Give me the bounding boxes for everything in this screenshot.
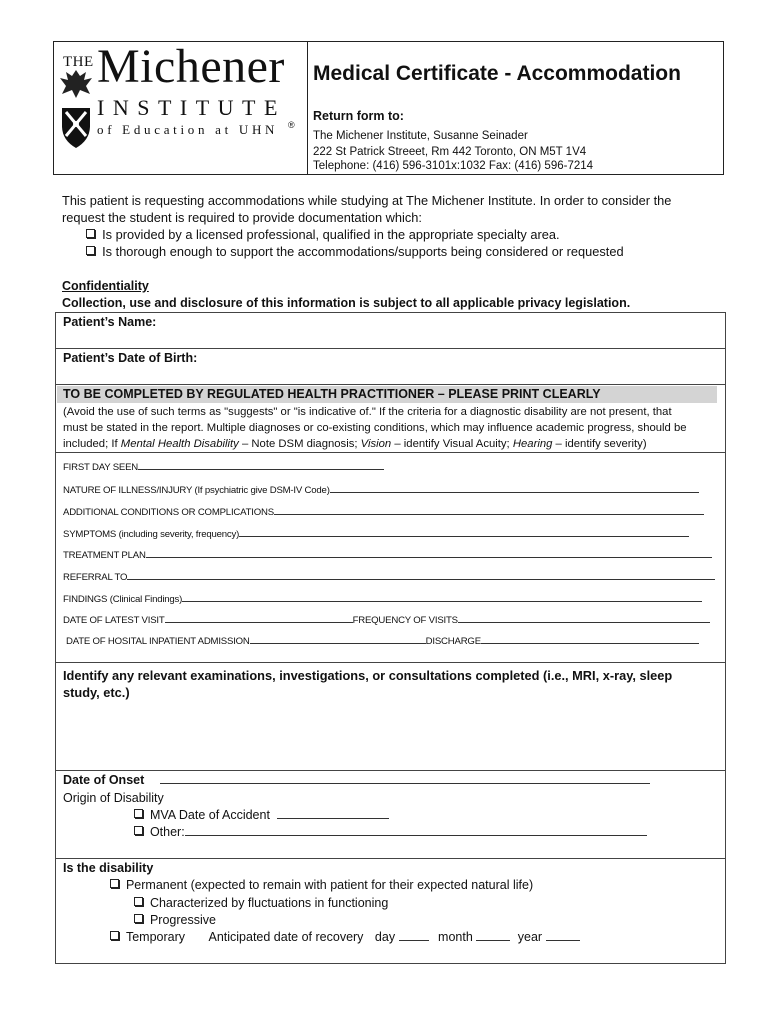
crest-icon bbox=[56, 68, 96, 150]
first-day-seen-field[interactable]: FIRST DAY SEEN bbox=[63, 460, 384, 473]
practitioner-note: (Avoid the use of such terms as "suggests" or "is indicative of." If the criteria for a diagnostic disability are not present, that must be stated in the report. Multiple diagnoses or co-existing conditions, which may influence academic progress, should be included; If Mental Health Disability – Note DSM diagnosis; Vision – identify Visual Acuity; Hearing – identify severity) bbox=[63, 406, 687, 450]
divider bbox=[55, 348, 726, 349]
intro-bullet: Is provided by a licensed professional, qualified in the appropriate specialty area. bbox=[86, 227, 560, 242]
form-title: Medical Certificate - Accommodation bbox=[313, 62, 681, 85]
confidentiality-heading: Confidentiality bbox=[62, 279, 149, 293]
logo-institute: INSTITUTE bbox=[97, 95, 286, 120]
progressive-option[interactable]: Progressive bbox=[134, 913, 216, 927]
checkbox-icon[interactable] bbox=[134, 897, 143, 906]
intro-bullet: Is thorough enough to support the accommodations/supports being considered or requested bbox=[86, 244, 624, 259]
divider bbox=[55, 858, 726, 859]
divider bbox=[55, 662, 726, 663]
admission-field[interactable]: DATE OF HOSITAL INPATIENT ADMISSION DISCHARGE bbox=[66, 634, 699, 647]
mva-option[interactable]: MVA Date of Accident bbox=[134, 808, 389, 822]
checkbox-icon bbox=[86, 229, 95, 238]
checkbox-icon bbox=[86, 246, 95, 255]
date-of-onset-field[interactable] bbox=[160, 774, 650, 784]
temporary-option[interactable]: Temporary Anticipated date of recovery day month year bbox=[110, 930, 580, 944]
logo-the: THE bbox=[63, 54, 94, 70]
other-option[interactable]: Other: bbox=[134, 825, 647, 839]
checkbox-icon[interactable] bbox=[134, 826, 143, 835]
origin-label: Origin of Disability bbox=[63, 791, 164, 805]
patient-name-label: Patient’s Name: bbox=[63, 315, 157, 329]
nature-of-illness-field[interactable]: NATURE OF ILLNESS/INJURY (If psychiatric give DSM-IV Code) bbox=[63, 483, 699, 496]
exams-field[interactable] bbox=[63, 705, 713, 765]
practitioner-heading: TO BE COMPLETED BY REGULATED HEALTH PRACTITIONER – PLEASE PRINT CLEARLY bbox=[63, 387, 601, 401]
fluctuations-option[interactable]: Characterized by fluctuations in functioning bbox=[134, 896, 388, 910]
checkbox-icon[interactable] bbox=[134, 914, 143, 923]
logo-subtitle: of Education at UHN bbox=[97, 122, 279, 137]
latest-visit-field[interactable]: DATE OF LATEST VISIT FREQUENCY OF VISITS bbox=[63, 613, 710, 626]
intro-line: request the student is required to provide documentation which: bbox=[62, 210, 422, 225]
treatment-plan-field[interactable]: TREATMENT PLAN bbox=[63, 548, 712, 561]
additional-conditions-field[interactable]: ADDITIONAL CONDITIONS OR COMPLICATIONS bbox=[63, 505, 704, 518]
confidentiality-text: Collection, use and disclosure of this information is subject to all applicable privacy legislation. bbox=[62, 296, 631, 310]
date-of-onset-label: Date of Onset bbox=[63, 773, 145, 787]
logo-registered: ® bbox=[288, 120, 295, 130]
logo-name: Michener bbox=[97, 40, 285, 93]
address-line: Telephone: (416) 596-3101x:1032 Fax: (416) 596-7214 bbox=[313, 160, 594, 172]
findings-field[interactable]: FINDINGS (Clinical Findings) bbox=[63, 592, 702, 605]
referral-field[interactable]: REFERRAL TO bbox=[63, 570, 715, 583]
return-label: Return form to: bbox=[313, 109, 404, 123]
patient-name-field[interactable] bbox=[200, 316, 710, 344]
patient-dob-field[interactable] bbox=[230, 352, 710, 380]
divider bbox=[55, 452, 726, 453]
divider bbox=[55, 384, 726, 385]
checkbox-icon[interactable] bbox=[110, 931, 119, 940]
intro-line: This patient is requesting accommodations while studying at The Michener Institute. In order to consider the bbox=[62, 193, 672, 208]
header-divider bbox=[307, 41, 308, 175]
exams-line: study, etc.) bbox=[63, 685, 130, 700]
address-line: 222 St Patrick Streeet, Rm 442 Toronto, ON M5T 1V4 bbox=[313, 146, 587, 158]
patient-dob-label: Patient’s Date of Birth: bbox=[63, 351, 198, 365]
disability-label: Is the disability bbox=[63, 861, 154, 875]
symptoms-field[interactable]: SYMPTOMS (including severity, frequency) bbox=[63, 527, 689, 540]
checkbox-icon[interactable] bbox=[134, 809, 143, 818]
exams-line: Identify any relevant examinations, investigations, or consultations completed (i.e., MRI, x-ray, sleep bbox=[63, 668, 673, 683]
onset-row bbox=[63, 773, 650, 787]
checkbox-icon[interactable] bbox=[110, 879, 119, 888]
address-line: The Michener Institute, Susanne Seinader bbox=[313, 130, 528, 142]
divider bbox=[55, 770, 726, 771]
permanent-option[interactable]: Permanent (expected to remain with patient for their expected natural life) bbox=[110, 878, 533, 892]
